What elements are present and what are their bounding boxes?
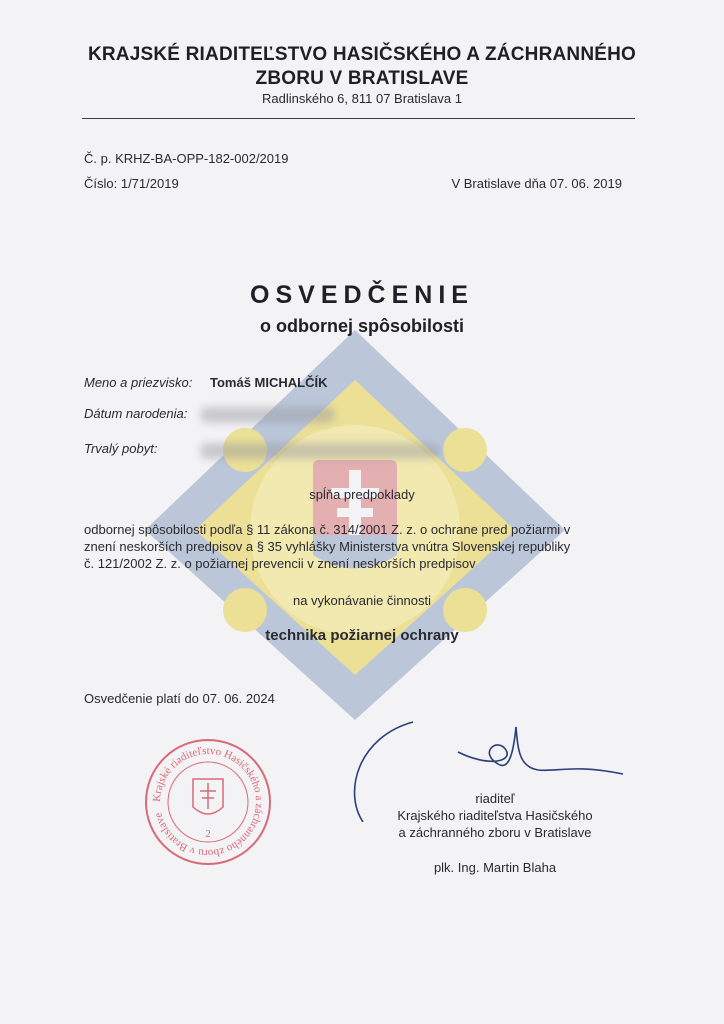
birth-date-label: Dátum narodenia: — [84, 406, 188, 421]
legal-basis-line1: odbornej spôsobilosti podľa § 11 zákona č. 314/2001 Z. z. o ochrane pred požiarmi v — [84, 522, 571, 537]
official-stamp — [143, 737, 273, 867]
case-number: Č. p. KRHZ-BA-OPP-182-002/2019 — [84, 151, 289, 166]
activity-name: technika požiarnej ochrany — [265, 627, 459, 644]
stamp-number: 2 — [205, 828, 211, 840]
meets-requirements-text: spĺňa predpoklady — [309, 487, 415, 502]
signatory-org-line2: a záchranného zboru v Bratislave — [398, 825, 592, 840]
legal-basis-line2: znení neskorších predpisov a § 35 vyhlášky Ministerstva vnútra Slovenskej republiky — [84, 539, 571, 554]
legal-basis-line3: č. 121/2002 Z. z. o požiarnej prevencii v znení neskorších predpisov — [84, 556, 476, 571]
redacted-birth-date — [200, 407, 335, 423]
place-date: V Bratislave dňa 07. 06. 2019 — [451, 176, 622, 191]
validity-text: Osvedčenie platí do 07. 06. 2024 — [84, 691, 275, 706]
certificate-title: OSVEDČENIE — [250, 281, 474, 309]
name-label: Meno a priezvisko: — [84, 375, 193, 390]
name-value: Tomáš MICHALČÍK — [210, 375, 328, 390]
signatory-org-line1: Krajského riaditeľstva Hasičského — [397, 808, 593, 823]
residence-label: Trvalý pobyt: — [84, 441, 158, 456]
certificate-subtitle: o odbornej spôsobilosti — [260, 316, 464, 336]
document-number: Číslo: 1/71/2019 — [84, 176, 179, 191]
header-title-line1: KRAJSKÉ RIADITEĽSTVO HASIČSKÉHO A ZÁCHRANNÉHO — [87, 44, 637, 65]
header-title-line2: ZBORU V BRATISLAVE — [255, 68, 469, 89]
signatory-block — [360, 790, 630, 876]
header-address: Radlinského 6, 811 07 Bratislava 1 — [262, 91, 462, 106]
signatory-name: plk. Ing. Martin Blaha — [433, 860, 557, 875]
header-divider — [82, 118, 635, 119]
stamp-text: Krajské riaditeľstvo Hasičského a záchranného zboru v Bratislave — [150, 744, 266, 860]
activity-intro: na vykonávanie činnosti — [292, 593, 432, 608]
redacted-residence — [200, 443, 440, 459]
signatory-role: riaditeľ — [475, 791, 515, 806]
